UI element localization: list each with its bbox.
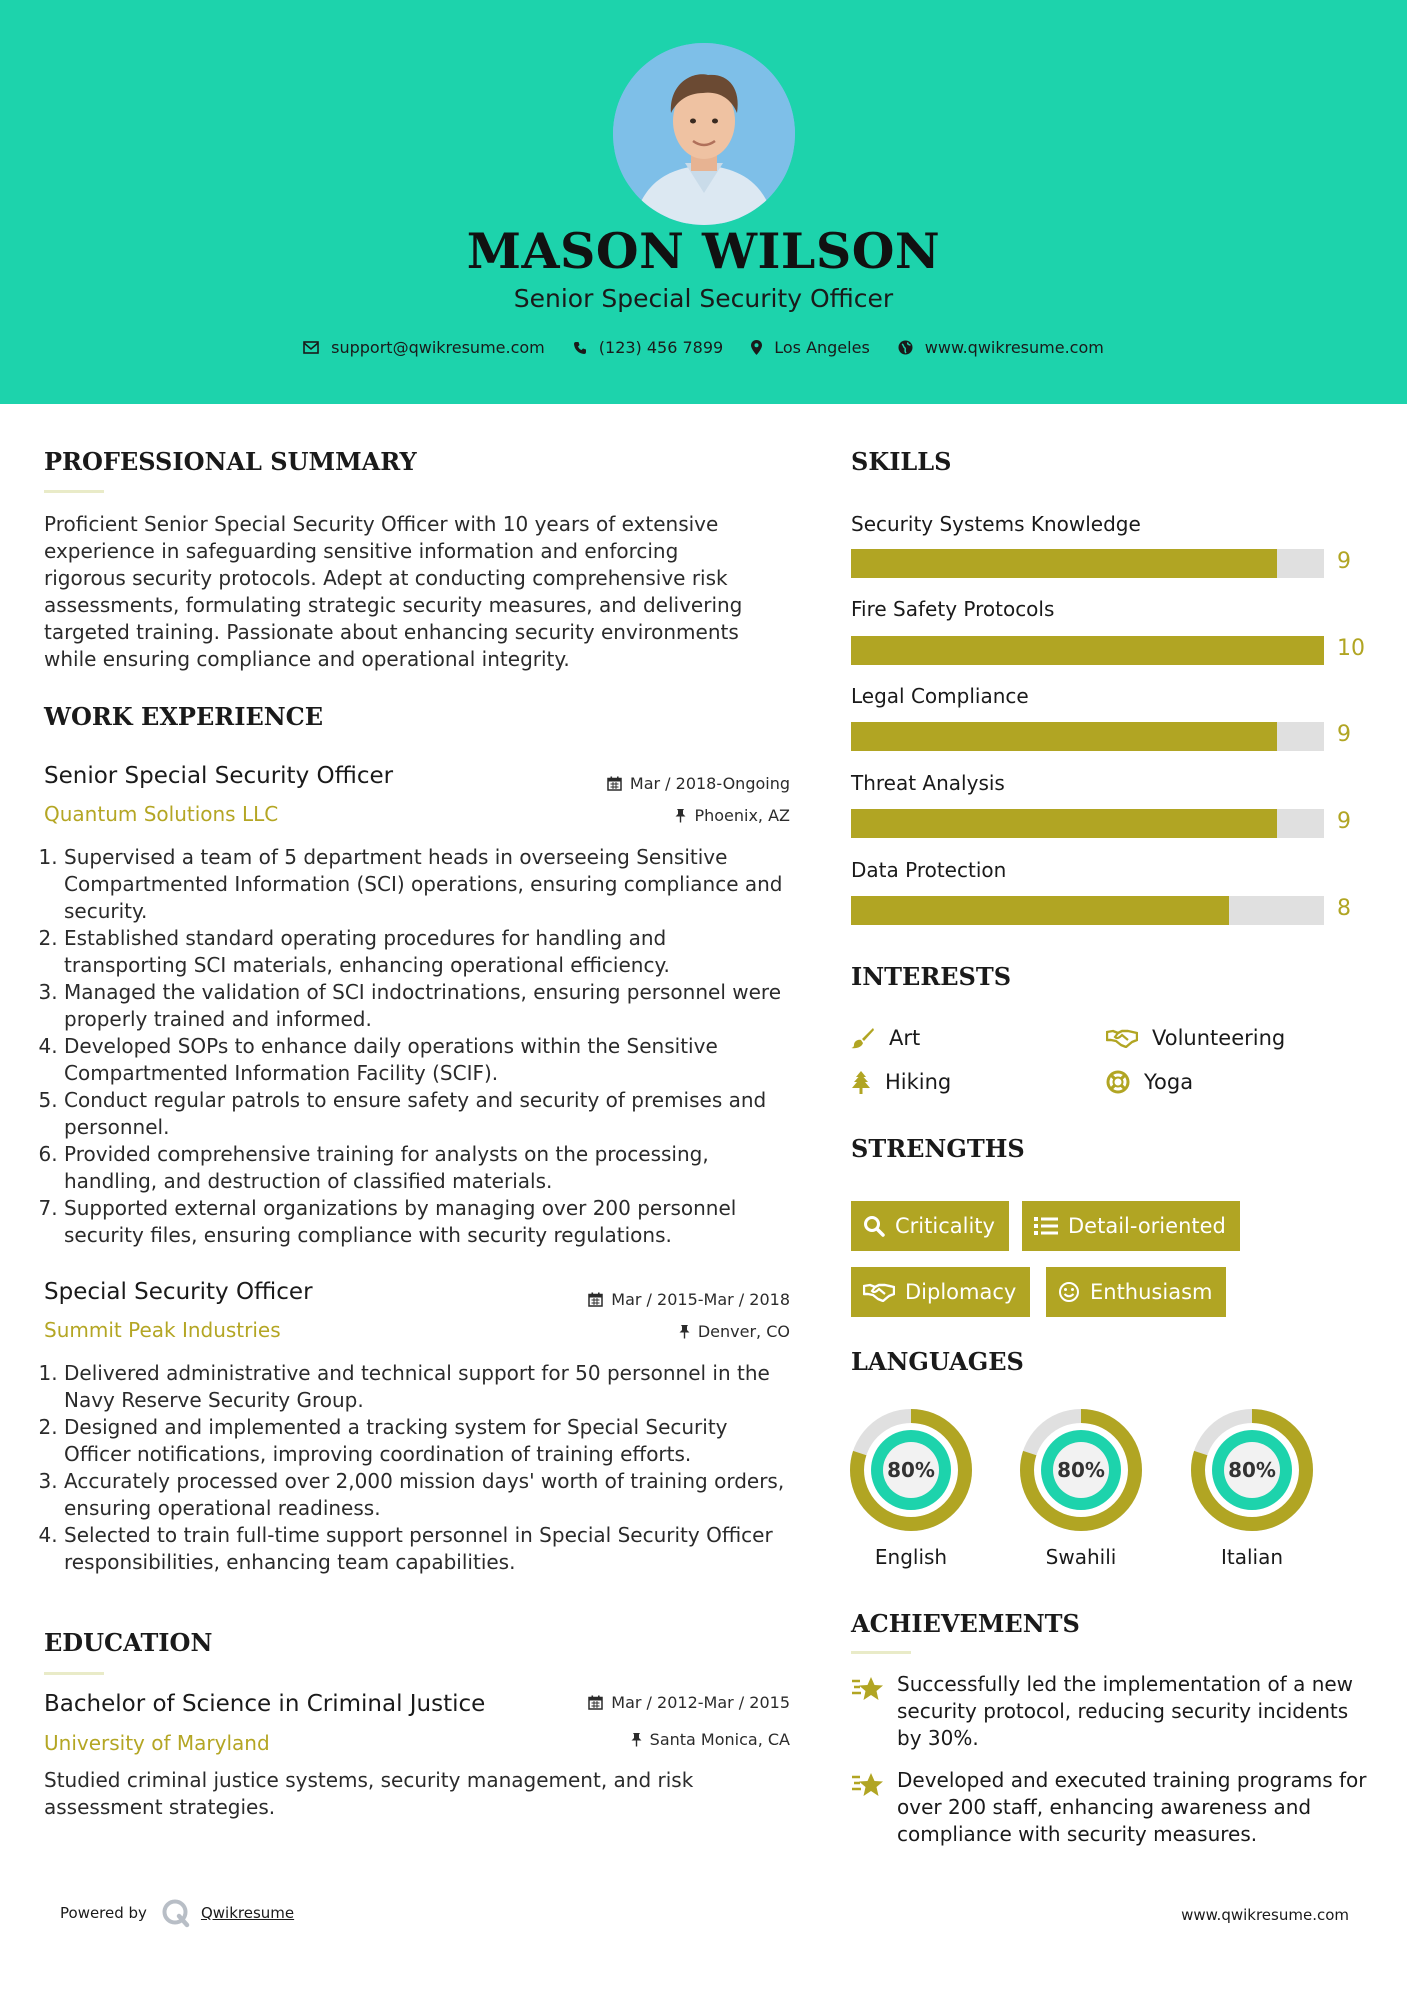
contact-phone[interactable] [573, 338, 723, 357]
interest-item [1106, 1026, 1285, 1050]
smile-icon [1058, 1281, 1080, 1303]
contact-phone-text: (123) 456 7899 [598, 338, 724, 357]
achievement-item [851, 1767, 1371, 1848]
experience-heading: WORK EXPERIENCE [44, 702, 324, 731]
education-dates-text: Mar / 2012-Mar / 2015 [611, 1693, 790, 1712]
skill-value: 10 [1337, 636, 1365, 661]
ring-percent: 80% [887, 1458, 935, 1482]
achievements-divider [851, 1651, 911, 1654]
contact-email[interactable] [303, 338, 545, 357]
achievement-text: Developed and executed training programs for over 200 staff, enhancing awareness and compliance with security measures. [897, 1768, 1367, 1846]
candidate-role: Senior Special Security Officer [513, 284, 894, 313]
job-bullet: 6. Provided comprehensive training for analysts on the processing, handling, and destruction of classified materials. [64, 1141, 794, 1195]
skill-bar-fill [851, 722, 1277, 751]
education-location-text: Santa Monica, CA [649, 1730, 790, 1749]
ring-percent: 80% [1228, 1458, 1276, 1482]
globe-icon [898, 340, 913, 355]
skill-bar-fill [851, 549, 1277, 578]
interests-heading: INTERESTS [851, 962, 1012, 991]
job-dates-text: Mar / 2015-Mar / 2018 [611, 1290, 790, 1309]
map-marker-icon [751, 340, 762, 355]
job-dates [607, 774, 790, 793]
language-ring [1191, 1409, 1313, 1531]
star-icon [851, 1771, 885, 1799]
job-bullets [44, 1360, 794, 1576]
job-title: Special Security Officer [44, 1279, 313, 1305]
strength-badge [1046, 1267, 1226, 1317]
interest-label: Art [889, 1026, 921, 1050]
job-company: Quantum Solutions LLC [44, 802, 279, 826]
job-bullet: 2. Established standard operating procedures for handling and transporting SCI materials, enhancing operational efficiency. [64, 925, 794, 979]
lifebuoy-icon [1106, 1070, 1130, 1094]
job-bullet: 1. Supervised a team of 5 department heads in overseeing Sensitive Compartmented Information (SCI) operations, ensuring compliance and security. [64, 844, 794, 925]
qwikresume-logo-icon [161, 1898, 191, 1928]
contact-location [751, 338, 870, 357]
job-company: Summit Peak Industries [44, 1318, 281, 1342]
job-dates [588, 1290, 790, 1309]
job-location-text: Phoenix, AZ [694, 806, 790, 825]
interest-label: Hiking [885, 1070, 952, 1094]
job-bullets [44, 844, 794, 1249]
skill-bar [851, 636, 1324, 665]
achievement-text: Successfully led the implementation of a new security protocol, reducing security incidents by 30%. [897, 1672, 1354, 1750]
strengths-heading: STRENGTHS [851, 1134, 1025, 1163]
search-icon [863, 1215, 885, 1237]
candidate-name: MASON WILSON [466, 222, 941, 280]
interest-item [851, 1026, 920, 1050]
powered-by-label: Powered by [60, 1904, 147, 1922]
strength-label: Enthusiasm [1090, 1280, 1213, 1304]
strength-badge [851, 1267, 1030, 1317]
education-divider [44, 1672, 104, 1675]
pin-icon [679, 1324, 690, 1339]
ring-percent: 80% [1057, 1458, 1105, 1482]
calendar-icon [607, 776, 622, 791]
pin-icon [675, 808, 686, 823]
interest-item [851, 1070, 951, 1094]
summary-line: rigorous security protocols. Adept at conducting comprehensive risk [44, 566, 728, 590]
resume-header [0, 0, 1407, 404]
skill-bar [851, 722, 1324, 751]
contact-location-text: Los Angeles [774, 338, 870, 357]
job-location-text: Denver, CO [697, 1322, 790, 1341]
skill-name: Fire Safety Protocols [851, 597, 1055, 621]
summary-heading: PROFESSIONAL SUMMARY [44, 447, 417, 476]
envelope-icon [303, 341, 319, 354]
pin-icon [631, 1732, 642, 1747]
strength-label: Diplomacy [905, 1280, 1017, 1304]
strength-badge [851, 1201, 1009, 1251]
job-bullet: 5. Conduct regular patrols to ensure safety and security of premises and personnel. [64, 1087, 794, 1141]
skill-name: Security Systems Knowledge [851, 512, 1141, 536]
summary-divider [44, 490, 104, 493]
handshake-icon [1106, 1028, 1138, 1048]
language-name: English [874, 1545, 948, 1569]
education-heading: EDUCATION [44, 1628, 213, 1657]
degree-title: Bachelor of Science in Criminal Justice [44, 1691, 486, 1717]
skill-bar-fill [851, 896, 1229, 925]
skills-heading: SKILLS [851, 447, 952, 476]
job-dates-text: Mar / 2018-Ongoing [629, 774, 790, 793]
footer-website[interactable]: www.qwikresume.com [1181, 1906, 1349, 1924]
job-bullet: 4. Developed SOPs to enhance daily operations within the Sensitive Compartmented Information Facility (SCIF). [64, 1033, 794, 1087]
job-bullet: 3. Managed the validation of SCI indoctrinations, ensuring personnel were properly trained and informed. [64, 979, 794, 1033]
job-location [675, 806, 790, 825]
skill-name: Threat Analysis [851, 771, 1005, 795]
calendar-icon [588, 1695, 603, 1710]
person-photo-icon [613, 43, 795, 225]
summary-line: Proficient Senior Special Security Officer with 10 years of extensive [44, 512, 719, 536]
skill-value: 9 [1337, 722, 1351, 747]
school-name: University of Maryland [44, 1731, 270, 1755]
handshake-icon [863, 1282, 895, 1302]
summary-line: targeted training. Passionate about enhancing security environments [44, 620, 739, 644]
skill-name: Legal Compliance [851, 684, 1029, 708]
phone-icon [573, 341, 587, 355]
skill-value: 9 [1337, 549, 1351, 574]
interest-label: Volunteering [1152, 1026, 1286, 1050]
contact-website[interactable] [898, 338, 1104, 357]
interest-item [1106, 1070, 1193, 1094]
job-bullet: 7. Supported external organizations by managing over 200 personnel security files, ensuring compliance with security regulations. [64, 1195, 794, 1249]
skill-bar [851, 549, 1324, 578]
language-name: Swahili [1045, 1545, 1117, 1569]
skill-bar [851, 896, 1324, 925]
strength-badge [1022, 1201, 1240, 1251]
job-bullet: 2. Designed and implemented a tracking system for Special Security Officer notifications, improving coordination of training efforts. [64, 1414, 794, 1468]
skill-bar-fill [851, 636, 1324, 665]
education-description: Studied criminal justice systems, security management, and risk assessment strategies. [44, 1768, 694, 1819]
achievements-heading: ACHIEVEMENTS [851, 1609, 1080, 1638]
avatar [613, 43, 795, 225]
language-ring [850, 1409, 972, 1531]
summary-text [44, 511, 804, 673]
strength-label: Criticality [895, 1214, 995, 1238]
skill-name: Data Protection [851, 858, 1007, 882]
footer-powered-by [60, 1898, 294, 1928]
contact-email-text: support@qwikresume.com [331, 338, 545, 357]
language-name: Italian [1220, 1545, 1284, 1569]
skill-bar-fill [851, 809, 1277, 838]
skill-bar [851, 809, 1324, 838]
star-icon [851, 1675, 885, 1703]
job-bullet: 1. Delivered administrative and technical support for 50 personnel in the Navy Reserve Security Group. [64, 1360, 794, 1414]
summary-line: assessments, formulating strategic security measures, and delivering [44, 593, 743, 617]
tree-icon [851, 1071, 871, 1094]
languages-heading: LANGUAGES [851, 1347, 1024, 1376]
strength-label: Detail-oriented [1068, 1214, 1226, 1238]
calendar-icon [588, 1292, 603, 1307]
footer-brand-link[interactable]: Qwikresume [200, 1904, 295, 1922]
education-dates [588, 1693, 790, 1712]
summary-line: while ensuring compliance and operational integrity. [44, 647, 570, 671]
job-location [679, 1322, 790, 1341]
contact-website-text: www.qwikresume.com [924, 338, 1104, 357]
language-ring [1020, 1409, 1142, 1531]
contact-bar [0, 338, 1407, 357]
list-icon [1034, 1216, 1058, 1236]
paintbrush-icon [851, 1027, 875, 1049]
summary-line: experience in safeguarding sensitive information and enforcing [44, 539, 679, 563]
skill-value: 9 [1337, 809, 1351, 834]
job-bullet: 4. Selected to train full-time support personnel in Special Security Officer responsibilities, enhancing team capabilities. [64, 1522, 794, 1576]
skill-value: 8 [1337, 896, 1351, 921]
job-bullet: 3. Accurately processed over 2,000 mission days' worth of training orders, ensuring operational readiness. [64, 1468, 794, 1522]
job-title: Senior Special Security Officer [44, 763, 394, 789]
interest-label: Yoga [1144, 1070, 1194, 1094]
education-location [631, 1730, 790, 1749]
achievement-item [851, 1671, 1371, 1752]
